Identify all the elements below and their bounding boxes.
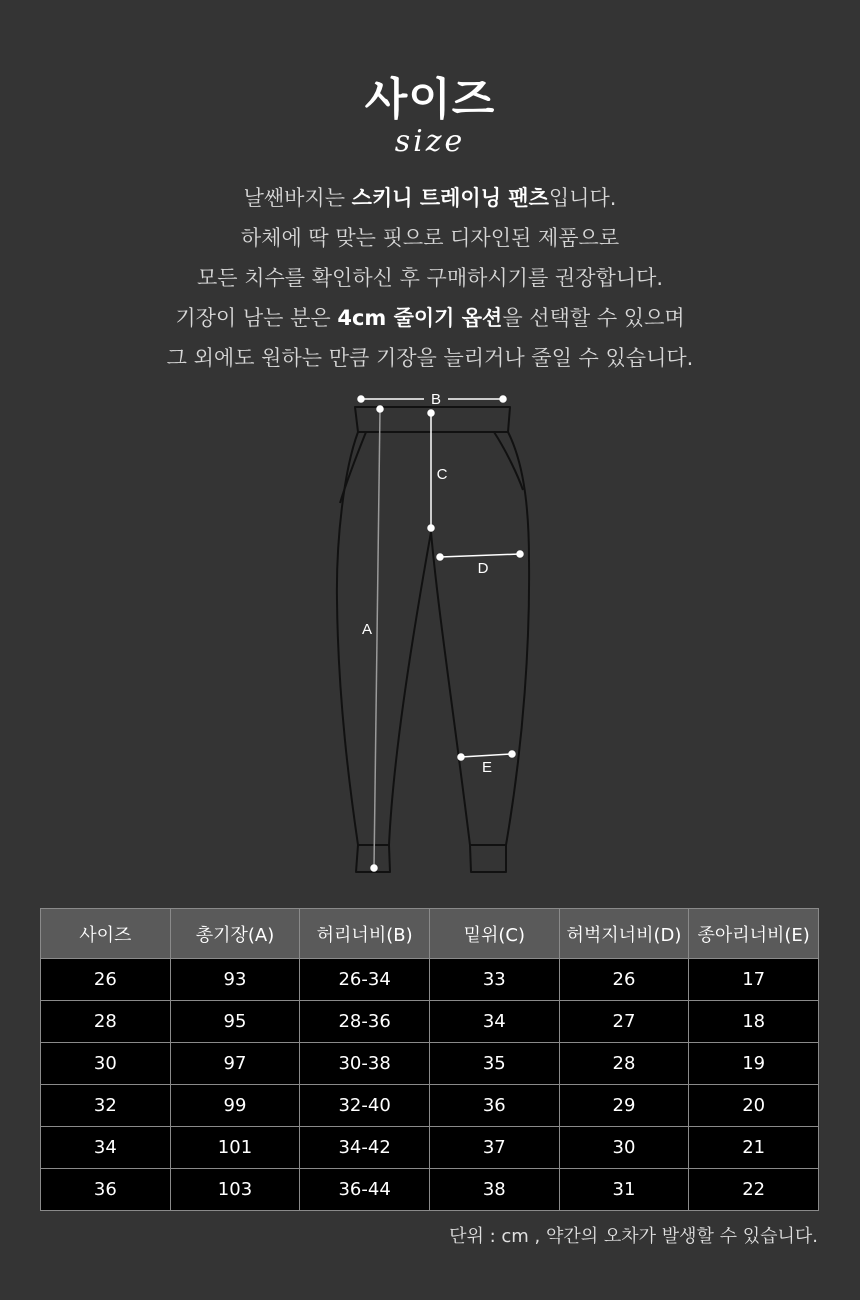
size-table — [40, 908, 819, 1211]
table-cell: 30 — [41, 1043, 171, 1085]
table-cell: 18 — [689, 1001, 819, 1043]
table-cell: 33 — [429, 959, 559, 1001]
table-cell: 26 — [41, 959, 171, 1001]
table-cell: 38 — [429, 1169, 559, 1211]
page-title: 사이즈 — [364, 74, 496, 125]
intro-line-1-pre: 날쌘바지는 — [243, 186, 352, 210]
table-cell: 26 — [559, 959, 689, 1001]
table-row — [41, 1001, 819, 1043]
header-size: 사이즈 — [41, 909, 171, 959]
page-subtitle: size — [394, 124, 466, 159]
table-cell: 30-38 — [300, 1043, 430, 1085]
table-cell: 103 — [170, 1169, 300, 1211]
table-cell: 37 — [429, 1127, 559, 1169]
header-total-length: 총기장(A) — [170, 909, 300, 959]
intro-line-3: 모든 치수를 확인하신 후 구매하시기를 권장합니다. — [196, 266, 664, 290]
table-cell: 36-44 — [300, 1169, 430, 1211]
table-row — [41, 1043, 819, 1085]
label-d: D — [477, 560, 489, 577]
intro-line-2: 하체에 딱 맞는 핏으로 디자인된 제품으로 — [240, 226, 620, 250]
table-cell: 32-40 — [300, 1085, 430, 1127]
table-cell: 17 — [689, 959, 819, 1001]
table-cell: 20 — [689, 1085, 819, 1127]
table-cell: 32 — [41, 1085, 171, 1127]
table-cell: 35 — [429, 1043, 559, 1085]
intro-line-4-post: 을 선택할 수 있으며 — [502, 306, 685, 330]
table-cell: 34 — [41, 1127, 171, 1169]
table-cell: 26-34 — [300, 959, 430, 1001]
label-c: C — [436, 466, 448, 483]
label-e: E — [481, 759, 493, 776]
table-cell: 99 — [170, 1085, 300, 1127]
header-waist-width: 허리너비(B) — [300, 909, 430, 959]
table-cell: 36 — [429, 1085, 559, 1127]
table-header-row — [41, 909, 819, 959]
table-cell: 30 — [559, 1127, 689, 1169]
table-cell: 29 — [559, 1085, 689, 1127]
pants-illustration — [337, 407, 529, 872]
table-cell: 21 — [689, 1127, 819, 1169]
unit-footnote: 단위 : cm , 약간의 오차가 발생할 수 있습니다. — [449, 1226, 818, 1247]
intro-line-4 — [0, 298, 860, 338]
table-row — [41, 1085, 819, 1127]
table-cell: 101 — [170, 1127, 300, 1169]
table-cell: 97 — [170, 1043, 300, 1085]
intro-line-5: 그 외에도 원하는 만큼 기장을 늘리거나 줄일 수 있습니다. — [166, 346, 694, 370]
table-row — [41, 959, 819, 1001]
pants-measurement-diagram — [300, 385, 560, 885]
intro-line-4-bold: 4cm 줄이기 옵션 — [337, 306, 503, 330]
table-cell: 22 — [689, 1169, 819, 1211]
table-cell: 93 — [170, 959, 300, 1001]
intro-line-1 — [0, 178, 860, 218]
intro-line-4-pre: 기장이 남는 분은 — [175, 306, 338, 330]
table-cell: 95 — [170, 1001, 300, 1043]
header-thigh-width: 허벅지너비(D) — [559, 909, 689, 959]
label-a: A — [361, 621, 373, 638]
label-b: B — [430, 391, 442, 408]
table-cell: 36 — [41, 1169, 171, 1211]
table-cell: 34 — [429, 1001, 559, 1043]
table-row — [41, 1127, 819, 1169]
table-cell: 27 — [559, 1001, 689, 1043]
intro-line-1-post: 입니다. — [548, 186, 617, 210]
table-cell: 28 — [559, 1043, 689, 1085]
table-row — [41, 1169, 819, 1211]
header-rise: 밑위(C) — [429, 909, 559, 959]
table-cell: 19 — [689, 1043, 819, 1085]
table-cell: 28-36 — [300, 1001, 430, 1043]
header-calf-width: 종아리너비(E) — [689, 909, 819, 959]
intro-text — [0, 178, 860, 378]
table-cell: 34-42 — [300, 1127, 430, 1169]
table-cell: 31 — [559, 1169, 689, 1211]
table-cell: 28 — [41, 1001, 171, 1043]
intro-line-1-bold: 스키니 트레이닝 팬츠 — [351, 186, 549, 210]
